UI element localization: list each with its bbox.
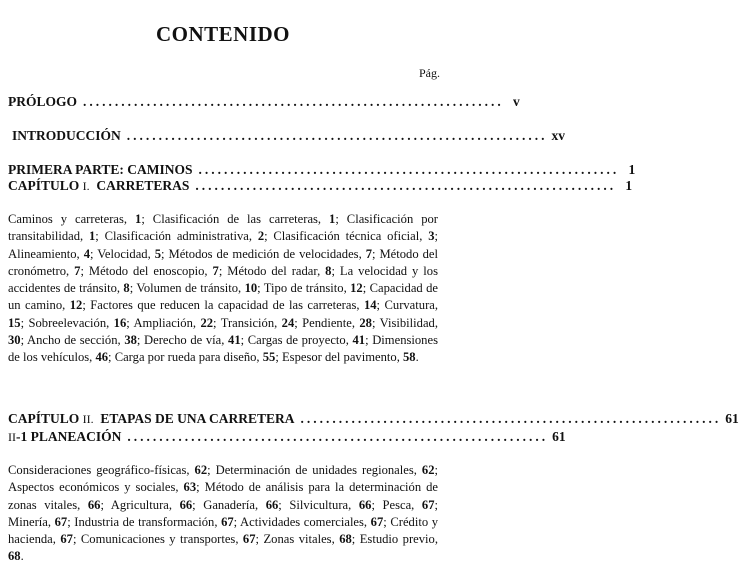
topic-text: ; Método de análisis para la determinación de zonas vitales, (8, 480, 438, 512)
topic-page-number: 38 (124, 333, 137, 348)
topic-page-number: 5 (154, 246, 162, 261)
topic-page-number: 12 (350, 281, 363, 296)
section-roman: II (8, 430, 16, 444)
toc-entry-planeacion[interactable] (8, 429, 566, 445)
toc-entry-introduccion[interactable] (12, 128, 566, 144)
topic-page-number: 41 (352, 333, 366, 348)
topic-page-number: 4 (83, 246, 90, 261)
topic-text: ; Clasificación de las carreteras, (141, 212, 330, 226)
topic-page-number: 1 (89, 229, 96, 244)
topic-page-number: 16 (113, 315, 127, 330)
topic-text: ; Curvatura, (376, 298, 439, 313)
topic-page-number: 62 (421, 463, 435, 477)
topic-text: ; Espesor del pavimento, (275, 350, 403, 365)
chapter-roman: I. (82, 179, 90, 193)
topic-text: ; Cargas de proyecto, (240, 333, 353, 348)
topic-text: ; La velocidad y los accidentes de tránsito, (8, 263, 438, 296)
topic-text: ; Transición, (213, 315, 282, 330)
leader-dots: .................................................................. (83, 94, 504, 109)
chapter-prefix: CAPÍTULO (8, 411, 80, 426)
toc-entry-label: PRÓLOGO (8, 94, 78, 109)
topic-text: ; Factores que reducen la capacidad de las carreteras, (82, 298, 364, 313)
page-column-label: Pág. (419, 66, 440, 80)
topic-page-number: 7 (212, 263, 219, 278)
topic-page-number: 68 (8, 549, 21, 564)
topic-text: ; Crédito y hacienda, (8, 514, 439, 547)
topic-text: ; Aspectos económicos y sociales, (8, 463, 438, 495)
topic-page-number: 68 (339, 532, 352, 547)
leader-dots: .................................................................. (195, 178, 617, 193)
topic-page-number: 67 (242, 532, 256, 547)
topic-page-number: 67 (370, 514, 384, 529)
topic-page-number: 41 (228, 333, 241, 348)
toc-entry-label (8, 411, 295, 427)
leader-dots: .................................................................. (126, 128, 548, 143)
topic-page-number: 67 (221, 514, 234, 529)
chapter-title: ETAPAS DE UNA CARRETERA (100, 411, 295, 426)
topic-page-number: 63 (183, 480, 197, 495)
section-title: -1 PLANEACIÓN (16, 429, 122, 444)
topic-text: ; Industria de transformación, (67, 514, 222, 529)
topic-text: ; Pendiente, (294, 315, 360, 330)
topic-text: . (20, 549, 24, 564)
toc-entry-primera-parte[interactable] (8, 162, 636, 178)
topic-page-number: 12 (69, 298, 83, 313)
page-title: CONTENIDO (155, 22, 291, 46)
topic-text: ; Ampliación, (126, 315, 201, 330)
topic-text: ; Métodos de medición de velocidades, (161, 246, 366, 261)
topic-page-number: 46 (95, 350, 109, 365)
toc-entry-label: PRIMERA PARTE: CAMINOS (8, 162, 193, 177)
topic-text: ; Comunicaciones y transportes, (72, 532, 243, 547)
topic-text: ; Clasificación por transitabilidad, (8, 212, 438, 244)
topic-text: ; Ganadería, (192, 497, 266, 512)
topic-text: ; Método del cronómetro, (8, 246, 439, 278)
chapter-1-contents (8, 211, 438, 367)
topic-text: ; Minería, (8, 497, 438, 529)
topic-text: ; Carga por rueda para diseño, (108, 350, 263, 365)
topic-page-number: 14 (363, 298, 377, 313)
topic-page-number: 28 (359, 315, 372, 330)
leader-dots: .................................................................. (127, 429, 549, 444)
topic-text: ; Determinación de unidades regionales, (207, 463, 422, 477)
toc-entry-page: v (513, 94, 520, 109)
chapter-prefix: CAPÍTULO (8, 178, 80, 193)
topic-page-number: 67 (421, 497, 435, 512)
topic-page-number: 55 (262, 350, 276, 365)
topic-text: ; Clasificación administrativa, (95, 229, 258, 244)
toc-entry-page: 61 (725, 411, 739, 426)
chapter-title: CARRETERAS (96, 178, 190, 193)
toc-entry-page: xv (551, 128, 566, 143)
topic-page-number: 1 (329, 212, 336, 226)
toc-entry-label: INTRODUCCIÓN (12, 128, 121, 143)
topic-page-number: 10 (244, 281, 258, 296)
topic-text: ; Zonas vitales, (255, 532, 340, 547)
topic-text: ; Derecho de vía, (136, 333, 229, 348)
chapter-roman: II. (82, 412, 94, 426)
topic-text: ; Pesca, (371, 497, 422, 512)
topic-text: ; Estudio previo, (351, 532, 438, 547)
toc-entry-page: 1 (628, 162, 636, 177)
toc-entry-page: 1 (625, 178, 633, 193)
topic-text: ; Ancho de sección, (20, 333, 125, 348)
topic-text: ; Silvicultura, (278, 497, 359, 512)
topic-text: ; Visibilidad, (371, 315, 438, 330)
topic-text: ; Velocidad, (89, 246, 155, 261)
topic-text: ; Clasificación técnica oficial, (264, 229, 429, 244)
toc-entry-capitulo-2[interactable] (8, 411, 739, 427)
topic-page-number: 30 (8, 333, 21, 348)
toc-entry-capitulo-1[interactable] (8, 178, 633, 194)
section-2-1-contents (8, 462, 438, 566)
topic-text: ; Volumen de tránsito, (129, 281, 245, 296)
topic-page-number: 1 (135, 212, 142, 226)
topic-text: Caminos y carreteras, (8, 212, 136, 226)
topic-page-number: 2 (257, 229, 265, 244)
topic-page-number: 67 (54, 514, 68, 529)
topic-page-number: 8 (325, 263, 332, 278)
toc-entry-label (8, 429, 121, 445)
topic-text: ; Capacidad de un camino, (8, 281, 438, 313)
topic-page-number: 66 (179, 497, 193, 512)
topic-page-number: 66 (265, 497, 279, 512)
topic-page-number: 3 (428, 229, 435, 244)
topic-page-number: 8 (123, 281, 130, 296)
topic-page-number: 22 (200, 315, 214, 330)
topic-page-number: 7 (74, 263, 81, 278)
leader-dots: .................................................................. (300, 411, 722, 426)
topic-page-number: 67 (60, 532, 73, 547)
topic-page-number: 66 (358, 497, 372, 512)
topic-page-number: 62 (194, 463, 208, 477)
topic-page-number: 7 (365, 246, 372, 261)
toc-entry-label (8, 178, 189, 194)
toc-entry-prologo[interactable] (8, 94, 520, 110)
topic-text: ; Sobreelevación, (20, 315, 114, 330)
topic-text: ; Alineamiento, (8, 229, 438, 261)
topic-page-number: 15 (8, 315, 21, 330)
topic-page-number: 58 (403, 350, 416, 365)
topic-page-number: 66 (87, 497, 101, 512)
topic-text: ; Método del radar, (218, 263, 326, 278)
toc-entry-page: 61 (552, 429, 566, 444)
topic-text: Consideraciones geográfico-físicas, (8, 463, 195, 477)
topic-text: ; Actividades comerciales, (233, 514, 371, 529)
topic-page-number: 24 (281, 315, 295, 330)
topic-text: ; Tipo de tránsito, (257, 281, 351, 296)
topic-text: . (415, 350, 419, 365)
topic-text: ; Dimensiones de los vehículos, (8, 333, 438, 365)
leader-dots: .................................................................. (198, 162, 620, 177)
topic-text: ; Agricultura, (100, 497, 180, 512)
topic-text: ; Método del enoscopio, (80, 263, 213, 278)
